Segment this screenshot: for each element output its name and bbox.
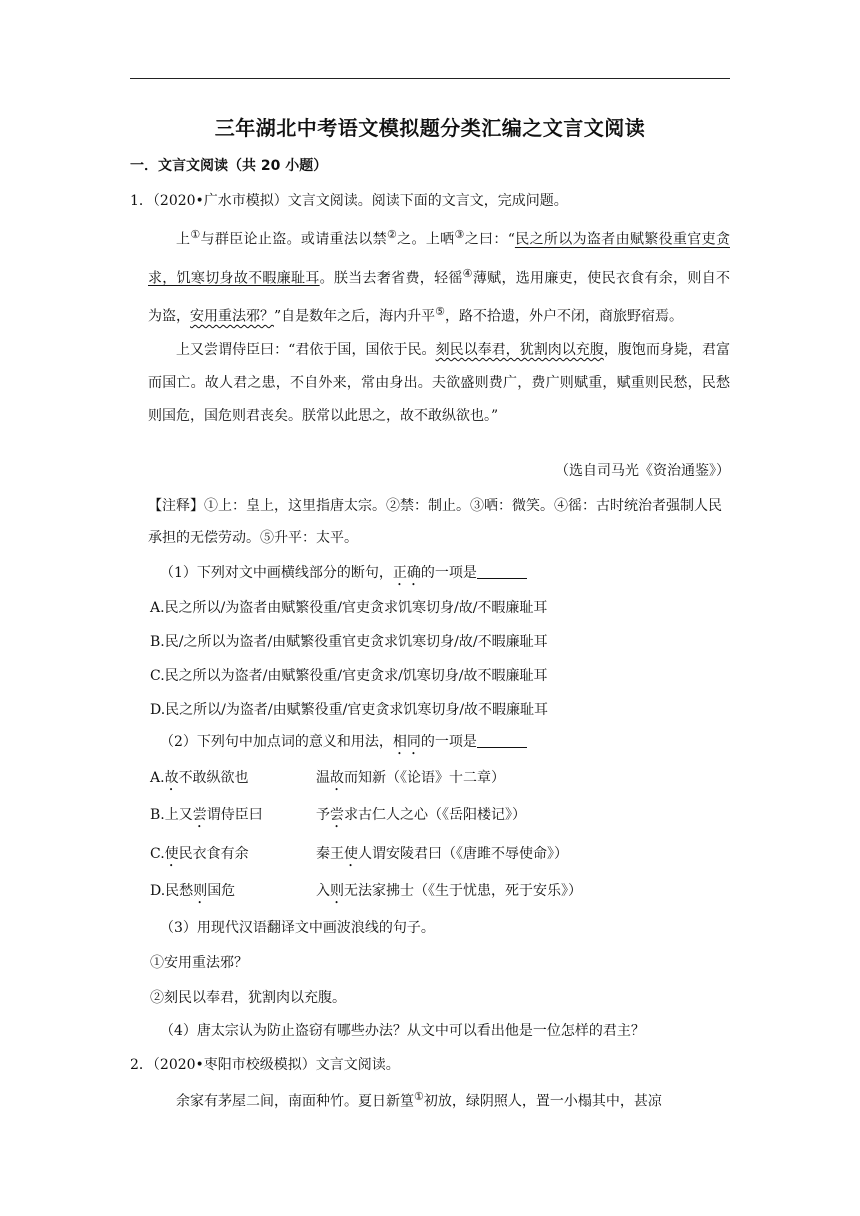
- wavy-sentence-1: 安用重法邪？: [190, 308, 274, 325]
- passage-source: （选自司马光《资治通鉴》）: [555, 463, 730, 479]
- sub1-option-c: C.民之所以为盗者/由赋繁役重/官吏贪求/饥寒切身/故不暇廉耻耳: [150, 668, 548, 684]
- section-heading: 一．文言文阅读（共 20 小题）: [130, 158, 328, 174]
- sub2-option-d-left: D.民愁则国危: [150, 883, 236, 899]
- annotation-notes: 【注释】①上：皇上，这里指唐太宗。②禁：制止。③哂：微笑。④徭：古时统治者强制人民承担的无偿劳动。⑤升平：太平。: [148, 498, 722, 546]
- sub2-option-b-left: B.上又尝谓侍臣曰: [150, 807, 263, 823]
- wavy-sentence-2: 刻民以奉君，犹割肉以充腹: [435, 341, 604, 358]
- passage-paragraph-1: 上①与群臣论止盗。或请重法以禁②之。上哂③之曰：“民之所以为盗者由赋繁役重官吏贪求，饥寒切身故不暇廉耻耳。朕当去奢省费，轻徭④薄赋，选用廉吏，使民衣食有余，则自不为盗，安用重法邪？”自是数年之后，海内升平⑤，路不拾遗，外户不闭，商旅野宿焉。: [148, 228, 730, 325]
- sub2-option-d-right: 入则无法家拂士（《生于忧患，死于安乐》）: [316, 883, 582, 899]
- sub1-option-b: B.民/之所以为盗者/由赋繁役重官吏贪求饥寒切身/故/不暇廉耻耳: [150, 634, 548, 650]
- sub2-option-a-right: 温故而知新（《论语》十二章）: [316, 770, 505, 786]
- underlined-sentence: 民之所以为盗者由赋繁役重官吏贪求，饥寒切身故不暇廉耻耳: [148, 231, 730, 287]
- page-title: 三年湖北中考语文模拟题分类汇编之文言文阅读: [214, 116, 646, 140]
- answer-blank[interactable]: [477, 564, 527, 579]
- sub1-option-d: D.民之所以/为盗者/由赋繁役重/官吏贪求饥寒切身/故不暇廉耻耳: [150, 702, 549, 718]
- sub-question-2: （2）下列句中加点词的意义和用法，相同的一项是: [160, 731, 527, 758]
- sub2-option-c-left: C.使民衣食有余: [150, 846, 249, 862]
- sub2-option-b-right: 予尝求古仁人之心（《岳阳楼记》）: [316, 807, 526, 823]
- question-1-passage: [148, 218, 730, 433]
- sub3-item-2: ②刻民以奉君，犹割肉以充腹。: [150, 990, 346, 1006]
- sub-question-3: （3）用现代汉语翻译文中画波浪线的句子。: [160, 920, 435, 936]
- sub3-item-1: ①安用重法邪？: [150, 955, 248, 971]
- sub2-option-a-left: A.故不敢纵欲也: [150, 770, 249, 786]
- answer-blank[interactable]: [477, 733, 527, 748]
- sub2-option-c-right: 秦王使人谓安陵君曰（《唐雎不辱使命》）: [316, 846, 568, 862]
- question-1-header: 1．（2020•广水市模拟）文言文阅读。阅读下面的文言文，完成问题。: [130, 193, 568, 209]
- sub-question-1: （1）下列对文中画横线部分的断句，正确的一项是: [160, 562, 527, 589]
- header-rule: [130, 78, 730, 79]
- sub1-option-a: A.民之所以/为盗者由赋繁役重/官吏贪求饥寒切身/故/不暇廉耻耳: [150, 600, 548, 616]
- passage-paragraph-2: 上又尝谓侍臣曰：“君依于国，国依于民。刻民以奉君，犹割肉以充腹，腹饱而身毙，君富而国亡。故人君之患，不自外来，常由身出。夫欲盛则费广，费广则赋重，赋重则民愁，民愁则国危，国危则君丧矣。朕常以此思之，故不敢纵欲也。”: [148, 341, 731, 424]
- question-2-header: 2．（2020•枣阳市校级模拟）文言文阅读。: [130, 1057, 400, 1073]
- passage-paragraph: 余家有茅屋二间，南面种竹。夏日新篁①初放，绿阴照人，置一小榻其中，甚凉: [176, 1090, 662, 1110]
- sub-question-4: （4）唐太宗认为防止盗窃有哪些办法？从文中可以看出他是一位怎样的君主？: [160, 1023, 645, 1039]
- question-2-passage: [148, 1080, 730, 1119]
